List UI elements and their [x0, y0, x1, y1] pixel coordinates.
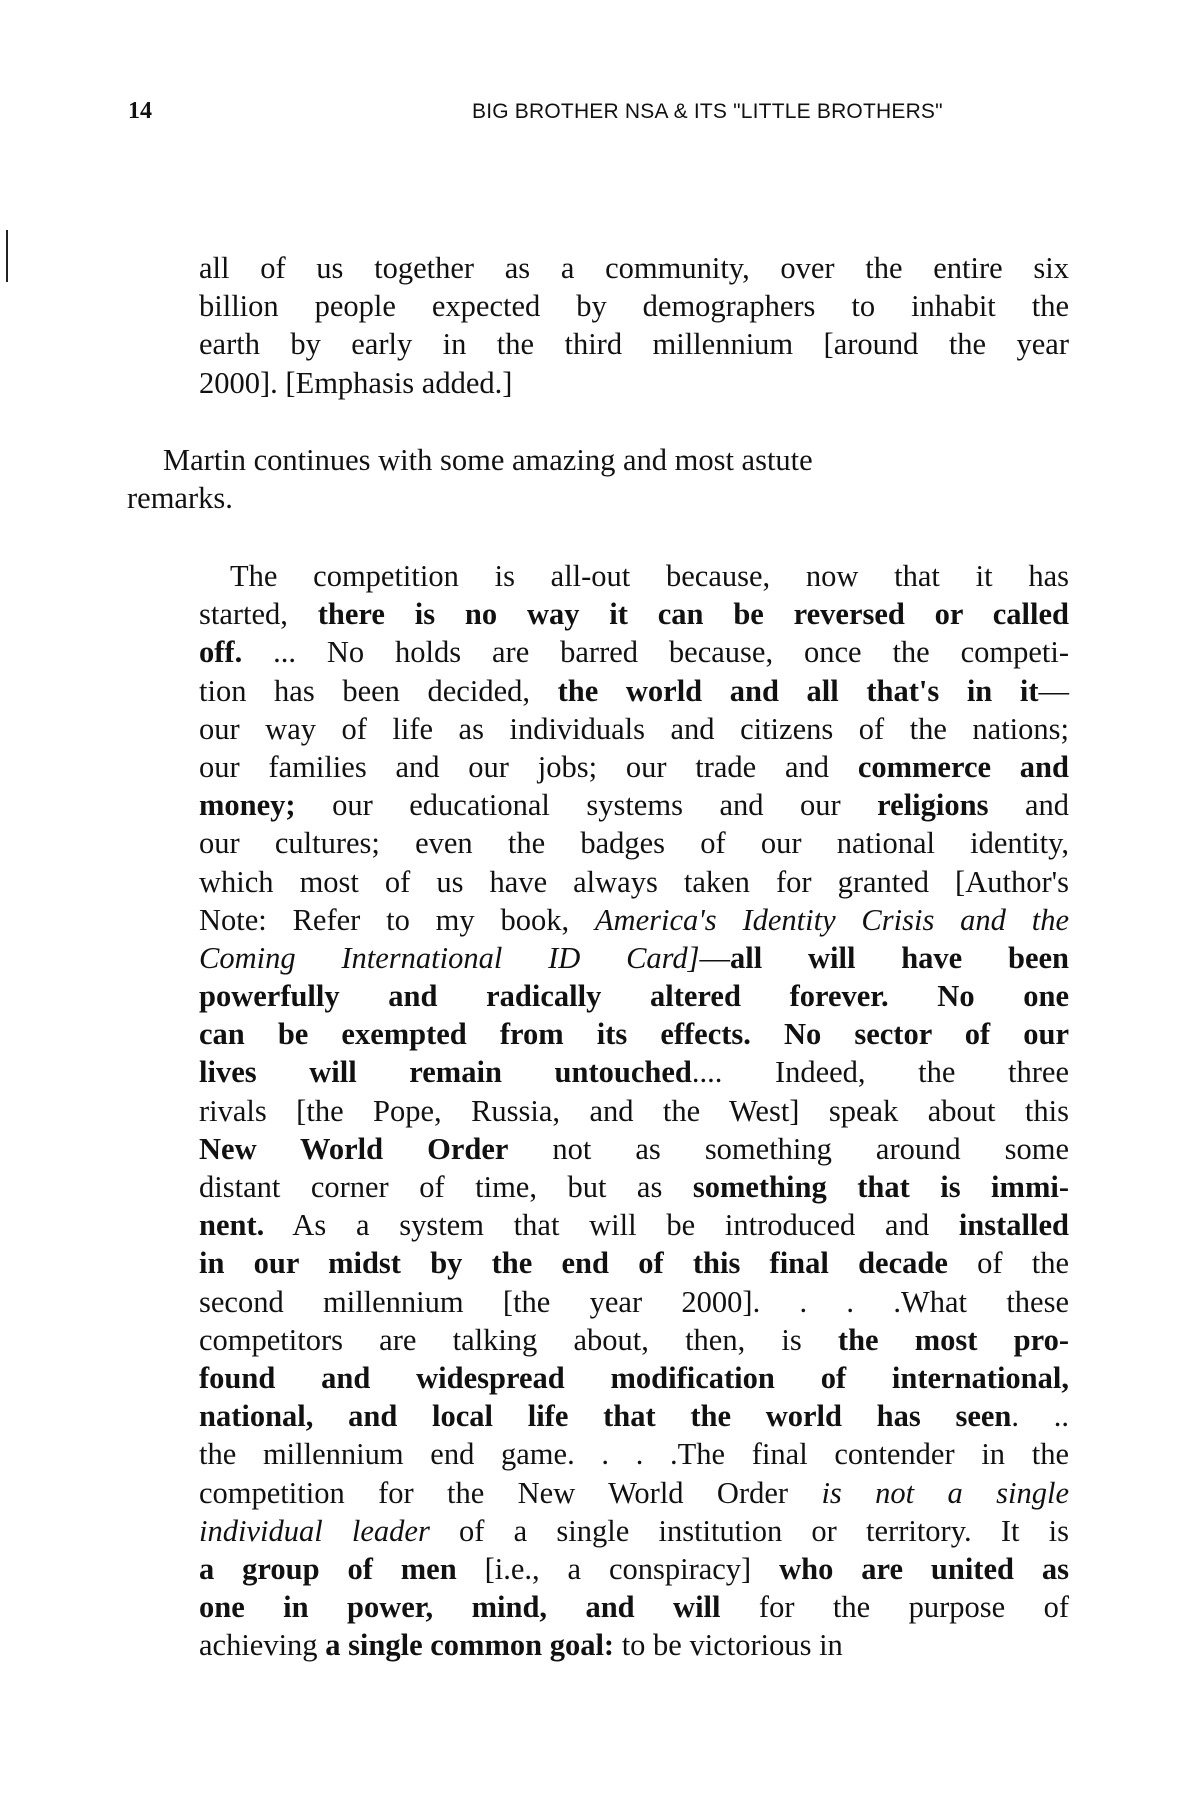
text-run: earth by early in the third millennium [around the year [199, 327, 1069, 362]
quote-line [199, 595, 1069, 633]
bold-text: New World Order [199, 1131, 509, 1166]
quote-line [199, 901, 1069, 939]
text-run: the millennium end game. . . .The final contender in the [199, 1437, 1069, 1472]
text-run: our families and our jobs; our trade and [199, 749, 858, 784]
text-run: billion people expected by demographers to inhabit the [199, 289, 1069, 324]
italic-text: individual leader [199, 1513, 430, 1548]
bold-text: installed [958, 1208, 1069, 1243]
text-run: distant corner of time, but as [199, 1170, 693, 1204]
quote-line [199, 1283, 1069, 1321]
quote-line [199, 1626, 1069, 1664]
text-run: competitors are talking about, then, is [199, 1322, 838, 1357]
quote-line [199, 287, 1069, 325]
text-run: The competition is all-out because, now that it has [230, 559, 1069, 593]
text-run: — [1038, 673, 1070, 708]
bold-text: the world and all that's in it [557, 673, 1039, 708]
quote-line [199, 1015, 1069, 1053]
quote-line [199, 672, 1069, 710]
quote-line [199, 1397, 1069, 1435]
quote-line [199, 1321, 1069, 1359]
text-run: for the purpose of [720, 1590, 1069, 1625]
block-quote-2 [199, 557, 1069, 1664]
text-run: As a system that will be introduced and [264, 1208, 959, 1243]
text-run: — [699, 940, 731, 975]
quote-line [199, 1053, 1069, 1091]
bold-text: a single common goal: [325, 1628, 615, 1663]
quote-line [199, 939, 1069, 977]
text-run: our educational systems and our [295, 788, 878, 823]
quote-line [199, 748, 1069, 786]
margin-mark [6, 230, 8, 282]
quote-line [199, 1359, 1069, 1397]
bold-text: one in power, mind, and will [199, 1590, 721, 1625]
quote-line [199, 977, 1069, 1015]
bold-text: all will have been [730, 940, 1069, 975]
text-run: of the [947, 1246, 1070, 1281]
text-run: .... Indeed, the three [691, 1055, 1070, 1090]
text-run: started, [199, 597, 318, 632]
quote-line [199, 1512, 1069, 1550]
bold-text: found and widespread modification of international, [199, 1360, 1069, 1395]
quote-line [199, 1092, 1069, 1130]
bold-text: lives will remain untouched [199, 1055, 692, 1090]
text-run: tion has been decided, [199, 673, 558, 708]
bold-text: who are united as [779, 1551, 1069, 1586]
text-run: ... No holds are barred because, once the competi- [242, 635, 1069, 670]
quote-line [199, 325, 1069, 363]
quote-line [199, 1588, 1069, 1626]
bold-text: commerce and [857, 749, 1069, 784]
quote-line [199, 1130, 1069, 1168]
quote-line [199, 1168, 1069, 1206]
quote-line [199, 364, 1069, 402]
quote-line [199, 633, 1069, 671]
text-run: our way of life as individuals and citizens of the nations; [199, 711, 1069, 746]
text-run: and [988, 788, 1070, 823]
text-run: our cultures; even the badges of our national identity, [199, 826, 1069, 861]
bold-text: something that is immi- [692, 1170, 1069, 1204]
italic-text: Coming International ID Card] [199, 940, 700, 975]
bold-text: powerfully and radically altered forever. No one [199, 979, 1069, 1014]
quote-line [199, 710, 1069, 748]
page-number: 14 [128, 98, 152, 124]
quote-line [199, 1435, 1069, 1473]
text-run: to be victorious in [614, 1628, 843, 1663]
text-run: competition for the New World Order [199, 1475, 822, 1510]
bold-text: a group of men [199, 1551, 457, 1586]
text-run: [i.e., a conspiracy] [456, 1551, 780, 1586]
text-run: rivals [the Pope, Russia, and the West] speak about this [199, 1093, 1069, 1128]
bold-text: off. [199, 635, 243, 670]
quote-line [199, 1550, 1069, 1588]
text-run: . .. [1011, 1399, 1070, 1434]
italic-text: is not a single [821, 1475, 1069, 1510]
quote-line [199, 557, 1069, 595]
bold-text: national, and local life that the world has seen [199, 1399, 1012, 1434]
text-run: which most of us have always taken for granted [Author's [199, 864, 1069, 899]
quote-line [199, 824, 1069, 862]
block-quote-1 [199, 249, 1069, 402]
running-title: BIG BROTHER NSA & ITS "LITTLE BROTHERS" [472, 100, 943, 123]
text-run: all of us together as a community, over the entire six [199, 251, 1069, 285]
bold-text: nent. [199, 1208, 265, 1243]
body-paragraph-line-1: Martin continues with some amazing and most astute [163, 443, 813, 477]
quote-line [199, 786, 1069, 824]
bold-text: can be exempted from its effects. No sector of our [199, 1017, 1069, 1052]
quote-line [199, 1206, 1069, 1244]
bold-text: religions [877, 788, 989, 823]
quote-line [199, 249, 1069, 287]
bold-text: there is no way it can be reversed or called [317, 597, 1069, 632]
text-run: second millennium [the year 2000]. . . .What these [199, 1284, 1069, 1319]
bold-text: the most pro- [837, 1322, 1069, 1357]
text-run: 2000]. [Emphasis added.] [199, 365, 513, 400]
quote-line [199, 1474, 1069, 1512]
text-run: not as something around some [508, 1131, 1069, 1166]
bold-text: in our midst by the end of this final decade [199, 1246, 948, 1281]
body-paragraph [127, 441, 947, 517]
text-run: of a single institution or territory. It is [429, 1513, 1070, 1548]
quote-line [199, 863, 1069, 901]
body-paragraph-line-2: remarks. [127, 481, 233, 516]
text-run: Note: Refer to my book, [199, 902, 595, 937]
bold-text: money; [199, 788, 296, 823]
text-run: achieving [199, 1628, 326, 1663]
italic-text: America's Identity Crisis and the [594, 902, 1069, 937]
quote-line [199, 1244, 1069, 1282]
